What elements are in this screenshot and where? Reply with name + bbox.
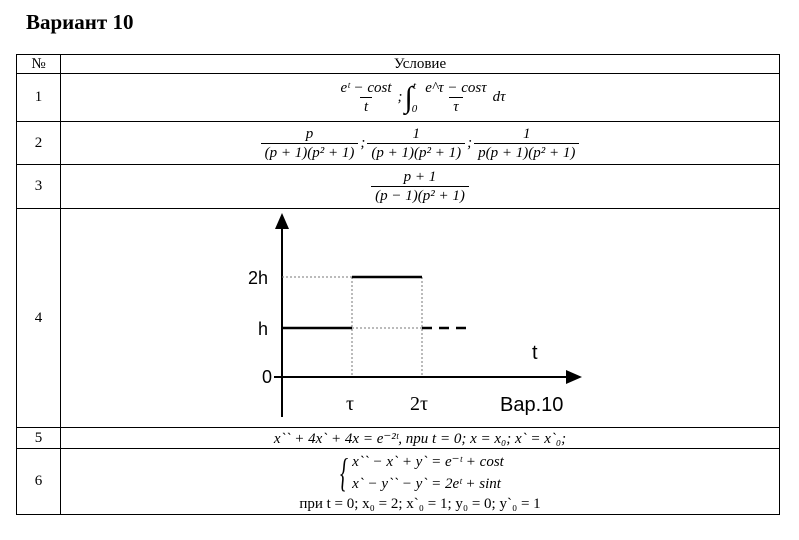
task-table <box>16 54 780 515</box>
condition-cell <box>61 74 780 122</box>
row-number: 6 <box>17 449 61 515</box>
integral: ∫ t 0 <box>404 79 418 115</box>
row-number: 4 <box>17 209 61 428</box>
row-number: 5 <box>17 428 61 449</box>
equation-system <box>336 451 504 495</box>
label-2tau: 2τ <box>410 393 429 415</box>
label-2h: 2h <box>248 268 269 288</box>
table-row <box>17 74 780 122</box>
condition-cell <box>61 449 780 515</box>
table-row <box>17 209 780 428</box>
table-row <box>17 428 780 449</box>
initial-conditions: при t = 0; x₀ = 2; x`₀ = 1; y₀ = 0; y`₀ = 1 <box>299 495 541 512</box>
label-zero: 0 <box>262 367 273 387</box>
header-condition: Условие <box>61 55 780 74</box>
fraction: $\frac{p + 1}{\text{(p − 1)(p² + 1)}}$ <box>371 168 469 205</box>
formula-row-1: $\frac{\text{eᵗ − cost}}{t}$ ; ∫ t 0 $\frac{e\^{}\tau - \cos\tau}{\tau}$ dτ <box>335 79 506 116</box>
header-number: № <box>17 55 61 74</box>
step-function-graph <box>230 211 610 425</box>
graph-cell <box>61 209 780 428</box>
row-number: 3 <box>17 165 61 209</box>
condition-cell <box>61 165 780 209</box>
label-variant: Вар.10 <box>500 394 564 416</box>
page-title: Вариант 10 <box>26 10 134 34</box>
row-number: 2 <box>17 122 61 165</box>
formula-row-2: $\frac{p}{\text{(p + 1)(p² + 1)}}$ ; $\frac{1}{\text{(p + 1)(p² + 1)}}$ ; $\frac{1}{\text{p(p + 1)(p² + 1)}}$ <box>259 125 582 162</box>
brace-icon: { <box>340 449 349 495</box>
label-h: h <box>258 319 269 339</box>
y-axis-arrow-icon <box>275 213 289 229</box>
x-axis-arrow-icon <box>566 370 582 384</box>
label-tau: τ <box>346 393 355 415</box>
fraction: $\frac{p}{\text{(p + 1)(p² + 1)}}$ <box>261 125 359 162</box>
fraction: $\frac{1}{\text{(p + 1)(p² + 1)}}$ <box>367 125 465 162</box>
integral-sign-icon: ∫ <box>404 80 413 114</box>
equation-2: x` − y`` − y` = 2eᵗ + sint <box>352 475 501 492</box>
table-row <box>17 449 780 515</box>
fraction: $\frac{1}{\text{p(p + 1)(p² + 1)}}$ <box>474 125 579 162</box>
label-t: t <box>532 342 538 364</box>
table-row <box>17 122 780 165</box>
condition-cell <box>61 122 780 165</box>
fraction: $\frac{\text{eᵗ − cost}}{t}$ <box>340 80 392 115</box>
fraction: $\frac{e\^{}\tau - \cos\tau}{\tau}$ <box>425 80 487 115</box>
equation-1: x`` − x` + y` = e⁻ᵗ + cost <box>352 453 504 470</box>
table-header-row <box>17 55 780 74</box>
row-number: 1 <box>17 74 61 122</box>
condition-cell: x`` + 4x` + 4x = e⁻²ᵗ, при t = 0; x = x₀; x` = x`₀; <box>61 428 780 449</box>
table-row <box>17 165 780 209</box>
